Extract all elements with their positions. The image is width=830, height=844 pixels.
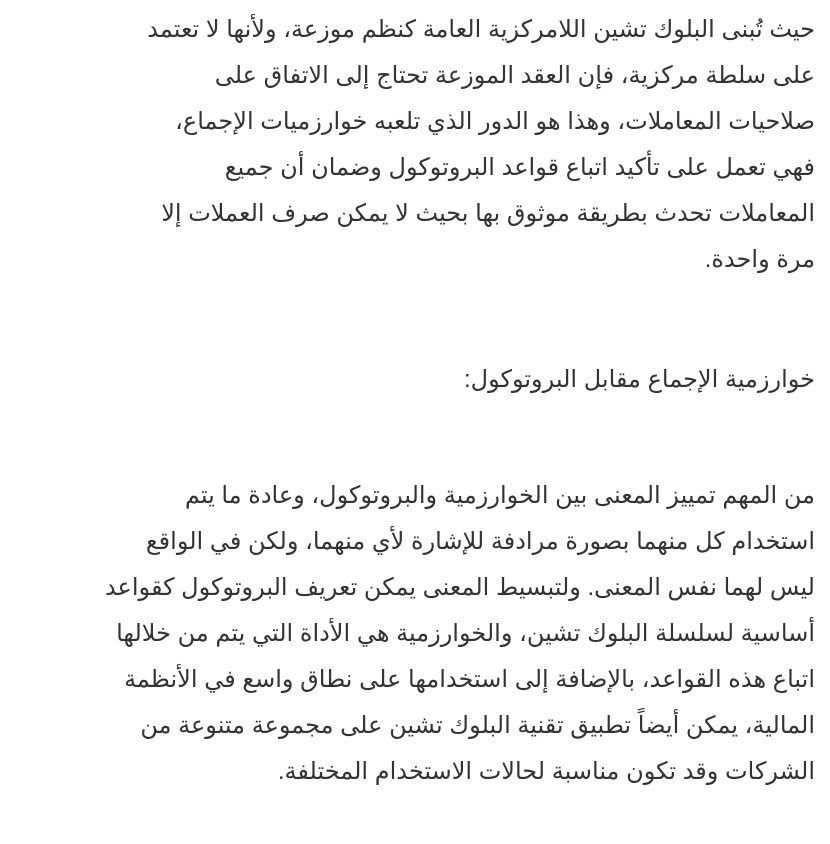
text-line: من المهم تمييز المعنى بين الخوارزمية والبروتوكول، وعادة ما يتم [184, 482, 815, 509]
text-line: صلاحيات المعاملات، وهذا هو الدور الذي تلعبه خوارزميات الإجماع، [175, 108, 815, 135]
text-line: على سلطة مركزية، فإن العقد الموزعة تحتاج إلى الاتفاق على [214, 62, 815, 89]
section-heading [35, 357, 815, 403]
text-line: المعاملات تحدث بطريقة موثوق بها بحيث لا يمكن صرف العملات إلا [161, 200, 815, 227]
paragraph-consensus-intro [35, 7, 815, 283]
text-line: حيث تُبنى البلوك تشين اللامركزية العامة كنظم موزعة، ولأنها لا تعتمد [147, 16, 815, 43]
text-line: أساسية لسلسلة البلوك تشين، والخوارزمية هي الأداة التي يتم من خلالها [116, 620, 815, 647]
text-line: مرة واحدة. [704, 246, 815, 273]
text-line: استخدام كل منهما بصورة مرادفة للإشارة لأي منهما، ولكن في الواقع [145, 528, 815, 555]
text-line: اتباع هذه القواعد، بالإضافة إلى استخدامها على نطاق واسع في الأنظمة [124, 666, 815, 693]
heading-text: خوارزمية الإجماع مقابل البروتوكول: [464, 366, 815, 393]
text-line: الشركات وقد تكون مناسبة لحالات الاستخدام المختلفة. [277, 758, 815, 785]
text-line: ليس لهما نفس المعنى. ولتبسيط المعنى يمكن تعريف البروتوكول كقواعد [104, 574, 815, 601]
text-line: فهي تعمل على تأكيد اتباع قواعد البروتوكول وضمان أن جميع [224, 154, 815, 181]
text-line: المالية، يمكن أيضاً تطبيق تقنية البلوك تشين على مجموعة متنوعة من [140, 712, 815, 739]
paragraph-algorithm-vs-protocol [35, 473, 815, 795]
